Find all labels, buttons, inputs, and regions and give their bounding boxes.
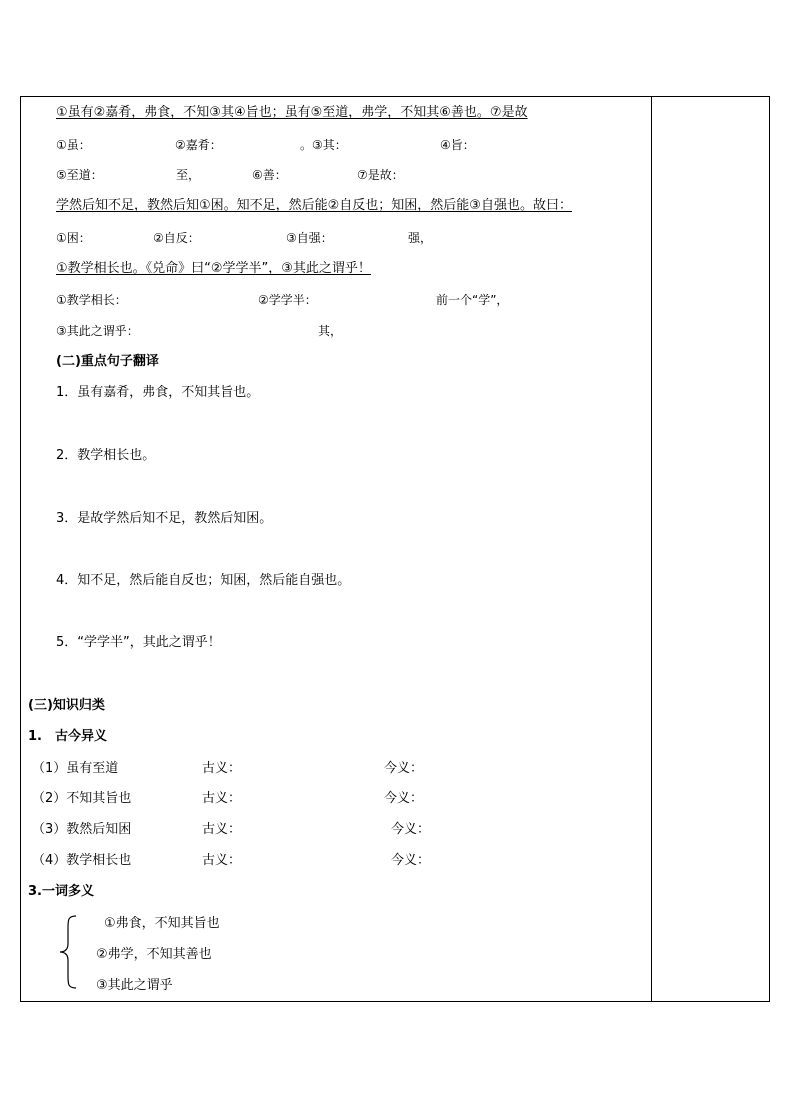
gloss-zhidao: ⑤至道：: [56, 168, 103, 182]
gujin-gu-4: 古义：: [202, 853, 242, 868]
gujin-jin-4: 今义：: [391, 853, 431, 868]
gujin-item-1: （1）虽有至道: [32, 761, 119, 776]
gujin-jin-1: 今义：: [384, 761, 424, 776]
gloss-zifan: ②自反：: [153, 231, 200, 245]
translation-item-5: 5．“学学半”，其此之谓乎！: [56, 635, 221, 650]
translation-item-2: 2．教学相长也。: [56, 448, 156, 463]
gloss-ziqiang: ③自强：: [286, 231, 333, 245]
gloss-qicizhi: ③其此之谓乎：: [56, 324, 139, 338]
gujin-jin-3: 今义：: [391, 822, 431, 837]
gloss-zhi: ④旨：: [440, 138, 475, 152]
translation-item-3: 3．是故学然后知不足，教然后知困。: [56, 511, 273, 526]
translation-heading: (二)重点句子翻译: [56, 354, 159, 369]
gujin-gu-2: 古义：: [202, 791, 242, 806]
gloss-qiang-note: 强，: [408, 231, 433, 245]
translation-item-1: 1．虽有嘉肴，弗食，不知其旨也。: [56, 385, 260, 400]
gloss-qi-note: 其，: [318, 324, 343, 338]
curly-brace-icon: [58, 914, 80, 990]
passage-line-3: ①教学相长也。《兑命》曰“②学学半”，③其此之谓乎！: [56, 261, 371, 276]
gloss-jiayao: ②嘉肴：: [175, 138, 222, 152]
yici-item-3: ③其此之谓乎: [96, 978, 173, 993]
gujin-item-3: （3）教然后知困: [32, 822, 132, 837]
gloss-jiaoxue: ①教学相长：: [56, 293, 127, 307]
gloss-shan: ⑥善：: [252, 168, 287, 182]
passage-line-1: ①虽有②嘉肴，弗食，不知③其④旨也；虽有⑤至道，弗学，不知其⑥善也。⑦是故: [56, 105, 528, 120]
gloss-kun: ①困：: [56, 231, 91, 245]
gujin-item-2: （2）不知其旨也: [32, 791, 132, 806]
gloss-xue-note: 前一个“学”，: [436, 293, 509, 307]
passage-line-2: 学然后知不足，教然后知①困。知不足，然后能②自反也；知困，然后能③自强也。故曰：: [56, 198, 572, 213]
gujin-gu-3: 古义：: [202, 822, 242, 837]
knowledge-heading: (三)知识归类: [28, 698, 105, 713]
gloss-qi: 。③其：: [300, 138, 347, 152]
gujin-heading: 1. 古今异义: [28, 729, 107, 744]
translation-item-4: 4．知不足，然后能自反也；知困，然后能自强也。: [56, 573, 351, 588]
yici-item-1: ①弗食，不知其旨也: [104, 916, 220, 931]
gloss-sui: ①虽：: [56, 138, 91, 152]
gujin-item-4: （4）教学相长也: [32, 853, 132, 868]
gujin-jin-2: 今义：: [384, 791, 424, 806]
gloss-zhi-note: 至，: [176, 168, 201, 182]
gloss-shigu: ⑦是故：: [357, 168, 404, 182]
gujin-gu-1: 古义：: [202, 761, 242, 776]
gloss-xuexueban: ②学学半：: [258, 293, 317, 307]
yici-heading: 3.一词多义: [28, 884, 94, 899]
yici-item-2: ②弗学，不知其善也: [96, 947, 212, 962]
table-column-divider: [651, 97, 652, 1001]
